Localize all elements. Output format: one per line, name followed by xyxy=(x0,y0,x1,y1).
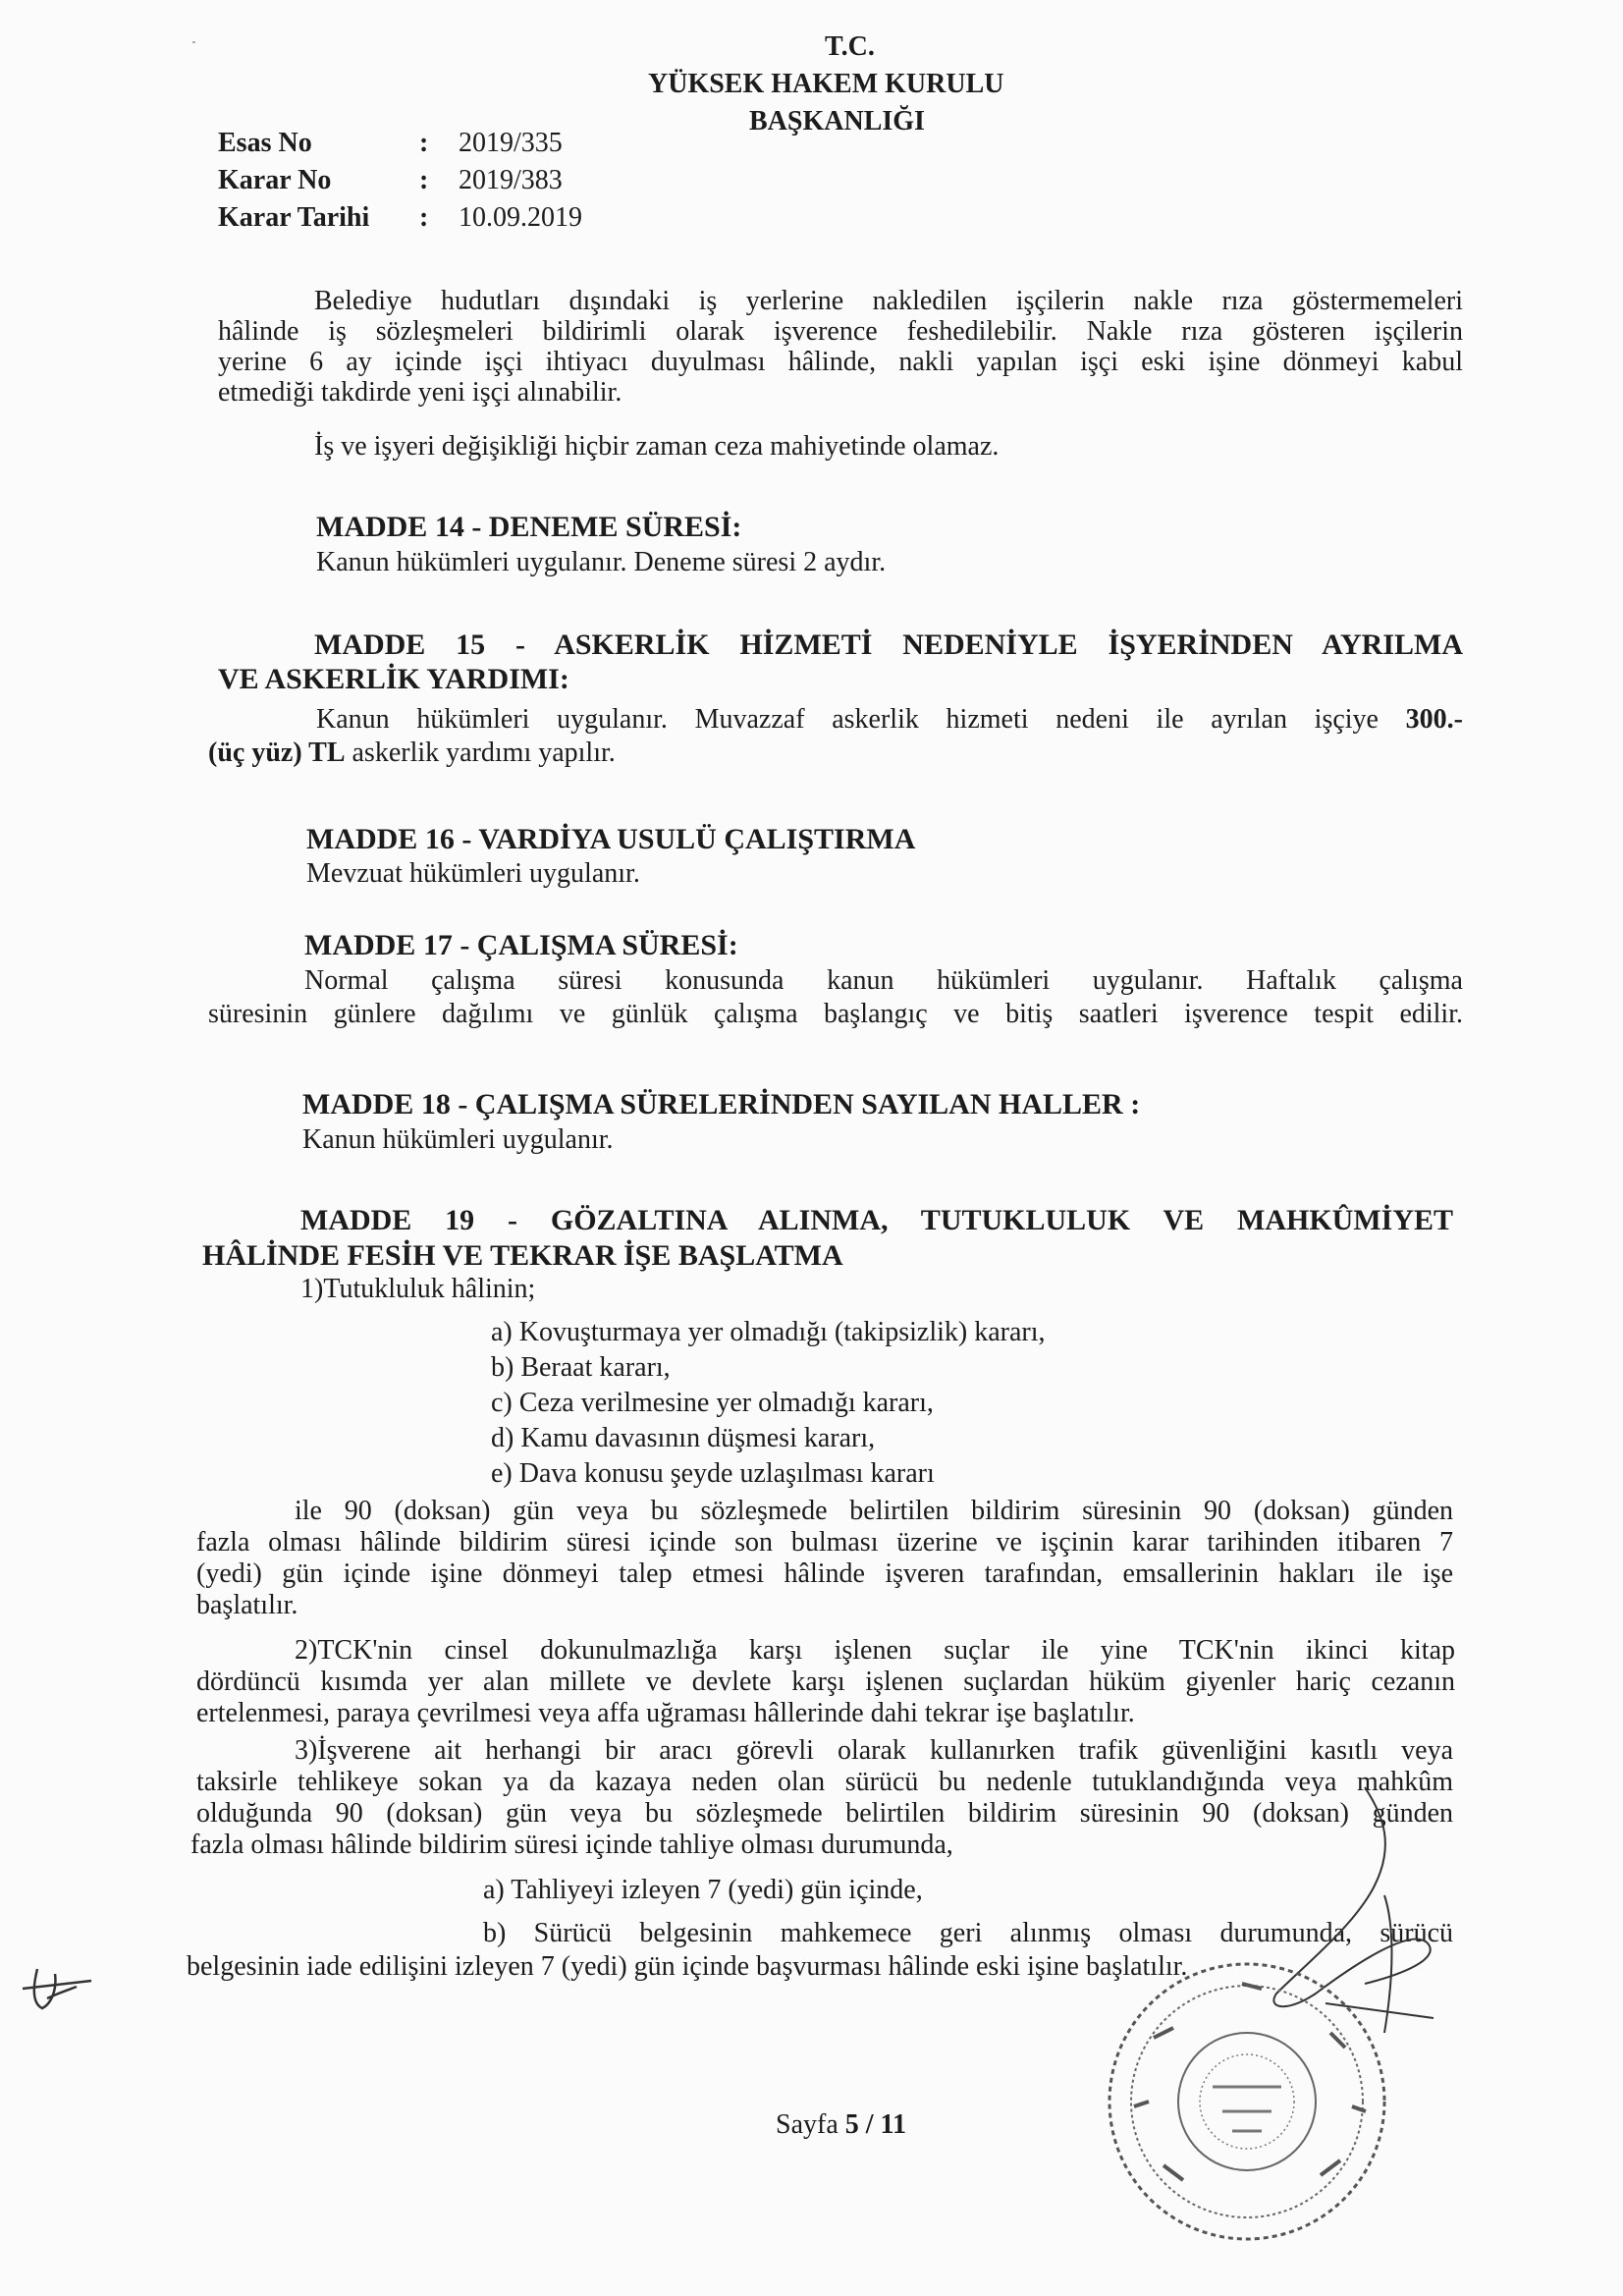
meta-row-tarih xyxy=(218,202,582,240)
article-15-line xyxy=(208,738,616,768)
header-institution: YÜKSEK HAKEM KURULU xyxy=(648,69,1004,99)
article-15-title-cont: VE ASKERLİK YARDIMI: xyxy=(218,663,569,695)
article-19-line: ile 90 (doksan) gün veya bu sözleşmede belirtilen bildirim süresinin 90 (doksan) günden xyxy=(295,1496,1453,1526)
list-item: e) Dava konusu şeyde uzlaşılması kararı xyxy=(491,1458,935,1489)
meta-value: 2019/335 xyxy=(459,128,563,158)
initial-icon xyxy=(18,1959,96,2018)
article-19-title-cont: HÂLİNDE FESİH VE TEKRAR İŞE BAŞLATMA xyxy=(202,1239,843,1272)
article-19-line: (yedi) gün içinde işine dönmeyi talep etmesi hâlinde işveren tarafından, emsallerinin hakları ile işe xyxy=(196,1558,1453,1589)
page-prefix: Sayfa xyxy=(776,2109,845,2140)
list-item: a) Kovuşturmaya yer olmadığı (takipsizlik) kararı, xyxy=(491,1317,1046,1347)
page-number xyxy=(776,2109,906,2141)
article-14-title: MADDE 14 - DENEME SÜRESİ: xyxy=(316,511,742,543)
article-18-title: MADDE 18 - ÇALIŞMA SÜRELERİNDEN SAYILAN HALLER : xyxy=(302,1088,1141,1121)
meta-label: Esas No xyxy=(218,128,312,158)
article-15-text: askerlik yardımı yapılır. xyxy=(345,738,616,768)
list-item: c) Ceza verilmesine yer olmadığı kararı, xyxy=(491,1388,934,1418)
meta-label: Karar No xyxy=(218,165,332,195)
page-value: 5 / 11 xyxy=(844,2109,906,2140)
article-19-p1: 1)Tutukluluk hâlinin; xyxy=(300,1274,536,1304)
article-15-amount: 300.- xyxy=(1405,704,1463,735)
article-17-line: süresinin günlere dağılımı ve günlük çalışma başlangıç ve bitiş saatleri işverence tespit edilir. xyxy=(208,999,1463,1029)
intro-line: İş ve işyeri değişikliği hiçbir zaman ceza mahiyetinde olamaz. xyxy=(314,431,1000,462)
case-meta xyxy=(218,128,582,240)
meta-value: 10.09.2019 xyxy=(459,202,582,233)
meta-colon: : xyxy=(419,128,429,158)
article-19-line: başlatılır. xyxy=(196,1590,298,1620)
scan-speck xyxy=(192,41,195,43)
meta-label: Karar Tarihi xyxy=(218,202,370,233)
article-15-title: MADDE 15 - ASKERLİK HİZMETİ NEDENİYLE İŞYERİNDEN AYRILMA xyxy=(314,629,1463,661)
intro-line: etmediği takdirde yeni işçi alınabilir. xyxy=(218,377,622,408)
article-16-text: Mevzuat hükümleri uygulanır. xyxy=(306,858,640,889)
article-19-line: ertelenmesi, paraya çevrilmesi veya affa uğraması hâllerinde dahi tekrar işe başlatılır. xyxy=(196,1698,1135,1728)
article-17-title: MADDE 17 - ÇALIŞMA SÜRESİ: xyxy=(304,929,738,961)
article-17-line: Normal çalışma süresi konusunda kanun hükümleri uygulanır. Haftalık çalışma xyxy=(304,965,1463,996)
meta-value: 2019/383 xyxy=(459,165,563,195)
article-19-line: fazla olması hâlinde bildirim süresi içinde tahliye olması durumunda, xyxy=(190,1830,953,1860)
article-15-line xyxy=(316,705,1463,735)
article-19-line: fazla olması hâlinde bildirim süresi içinde son bulması üzerine ve işçinin karar tarihinden itibaren 7 xyxy=(196,1527,1453,1558)
meta-row-esas xyxy=(218,128,582,165)
article-19-line: 2)TCK'nin cinsel dokunulmazlığa karşı işlenen suçlar ile yine TCK'nin ikinci kitap xyxy=(295,1635,1455,1666)
meta-row-karar xyxy=(218,165,582,202)
header-presidency: BAŞKANLIĞI xyxy=(749,106,925,137)
article-19-line: olduğunda 90 (doksan) gün veya bu sözleşmede belirtilen bildirim süresinin 90 (doksan) günden xyxy=(196,1798,1453,1829)
article-19-line: taksirle tehlikeye sokan ya da kazaya neden olan sürücü bu nedenle tutuklandığında veya mahkûm xyxy=(196,1767,1453,1797)
meta-colon: : xyxy=(419,202,429,233)
intro-line: yerine 6 ay içinde işçi ihtiyacı duyulması hâlinde, nakli yapılan işçi eski işine dönmeyi kabul xyxy=(218,347,1463,377)
article-19-title: MADDE 19 - GÖZALTINA ALINMA, TUTUKLULUK VE MAHKÛMİYET xyxy=(300,1204,1453,1236)
article-18-text: Kanun hükümleri uygulanır. xyxy=(302,1124,614,1155)
article-14-text: Kanun hükümleri uygulanır. Deneme süresi 2 aydır. xyxy=(316,547,887,577)
header-tc: T.C. xyxy=(825,31,875,62)
article-15-text: Kanun hükümleri uygulanır. Muvazzaf askerlik hizmeti nedeni ile ayrılan işçiye xyxy=(316,704,1406,735)
seal-icon xyxy=(1095,1940,1399,2264)
list-item: b) Sürücü belgesinin mahkemece geri alınmış olması durumunda, sürücü xyxy=(483,1918,1453,1948)
article-19-line: belgesinin iade edilişini izleyen 7 (yedi) gün içinde başvurması hâlinde eski işine başlatılır. xyxy=(187,1951,1188,1982)
article-15-amount-words: (üç yüz) TL xyxy=(208,738,346,768)
intro-line: Belediye hudutları dışındaki iş yerlerine nakledilen işçilerin nakle rıza göstermemeleri xyxy=(314,286,1463,316)
list-item: b) Beraat kararı, xyxy=(491,1352,671,1383)
article-16-title: MADDE 16 - VARDİYA USULÜ ÇALIŞTIRMA xyxy=(306,823,916,855)
article-19-line: 3)İşverene ait herhangi bir aracı görevli olarak kullanırken trafik güvenliğini kasıtlı veya xyxy=(295,1735,1453,1766)
meta-colon: : xyxy=(419,165,429,195)
article-19-line: dördüncü kısımda yer alan millete ve devlete karşı işlenen suçlardan hüküm giyenler hariç cezanın xyxy=(196,1667,1455,1697)
intro-line: hâlinde iş sözleşmeleri bildirimli olarak işverence feshedilebilir. Nakle rıza gösteren işçilerin xyxy=(218,316,1463,347)
list-item: a) Tahliyeyi izleyen 7 (yedi) gün içinde, xyxy=(483,1875,923,1905)
list-item: d) Kamu davasının düşmesi kararı, xyxy=(491,1423,876,1453)
